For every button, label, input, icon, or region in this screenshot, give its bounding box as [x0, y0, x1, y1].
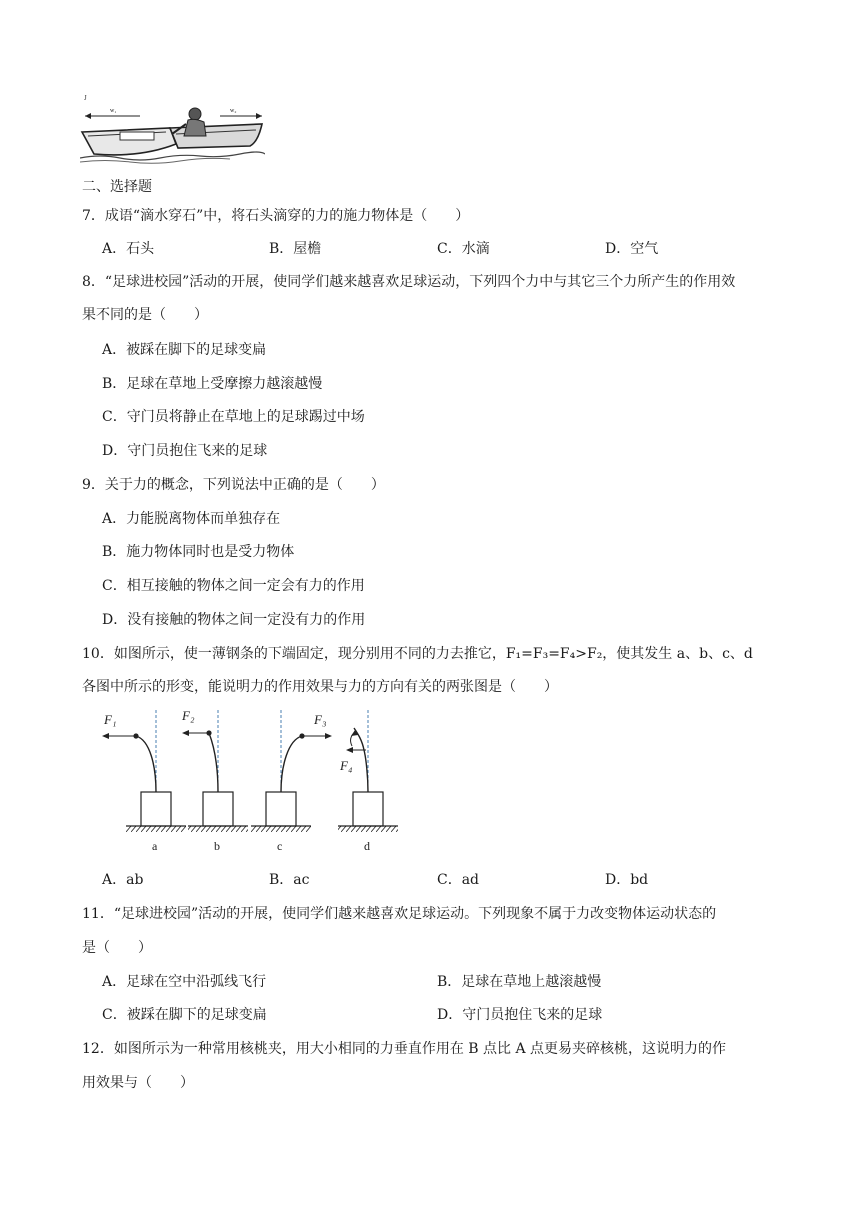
q8-option-a[interactable]: A．被踩在脚下的足球变扁: [102, 342, 267, 358]
panel-b: [181, 708, 248, 853]
q7-options: [0, 238, 860, 258]
q10-option-d[interactable]: D．bd: [605, 872, 649, 888]
q7-option-a[interactable]: A．石头: [102, 241, 155, 257]
q12-stem-line2: 用效果与（ ）: [82, 1075, 194, 1091]
boat-figure: [80, 92, 265, 164]
q11-options-row1: [0, 971, 860, 991]
panel-a: [102, 710, 186, 853]
q8-option-d[interactable]: D．守门员抱住飞来的足球: [102, 443, 268, 459]
q9-option-d[interactable]: D．没有接触的物体之间一定没有力的作用: [102, 612, 366, 628]
q12-stem-line1: 12．如图所示为一种常用核桃夹，用大小相同的力垂直作用在 B 点比 A 点更易夹碎核桃，这说明力的作: [82, 1041, 727, 1057]
q9-stem: 9．关于力的概念，下列说法中正确的是（ ）: [82, 477, 385, 493]
panel-label-a: a: [152, 839, 158, 853]
q7-option-b[interactable]: B．屋檐: [269, 241, 322, 257]
q10-option-c[interactable]: C．ad: [437, 872, 480, 888]
q9-option-a[interactable]: A．力能脱离物体而单独存在: [102, 511, 281, 527]
force-label-f1: F₁: [104, 712, 117, 727]
q9-option-b[interactable]: B．施力物体同时也是受力物体: [102, 544, 295, 560]
q8-option-c[interactable]: C．守门员将静止在草地上的足球踢过中场: [102, 409, 365, 425]
q7-option-d[interactable]: D．空气: [605, 241, 659, 257]
q8-stem-line2: 果不同的是（ ）: [82, 307, 208, 323]
q11-stem-line2: 是（ ）: [82, 940, 152, 956]
q9-option-c[interactable]: C．相互接触的物体之间一定会有力的作用: [102, 578, 365, 594]
steel-strip-figure: [96, 706, 416, 856]
force-label-f2: F₂: [182, 708, 195, 723]
arrow-label-left: w₁: [110, 108, 117, 114]
q7-stem: 7．成语“滴水穿石”中，将石头滴穿的力的施力物体是（ ）: [82, 208, 470, 224]
panel-label-c: c: [277, 839, 283, 853]
panel-label-b: b: [214, 839, 220, 853]
q10-option-b[interactable]: B．ac: [269, 872, 310, 888]
panel-d: [338, 710, 398, 853]
arrow-label-right: w₂: [230, 108, 237, 114]
q11-option-b[interactable]: B．足球在草地上越滚越慢: [437, 974, 602, 990]
panel-label-d: d: [364, 839, 370, 853]
q10-stem-line2: 各图中所示的形变，能说明力的作用效果与力的方向有关的两张图是（ ）: [82, 679, 558, 695]
q11-options-row2: [0, 1004, 860, 1024]
q7-option-c[interactable]: C．水滴: [437, 241, 490, 257]
q10-option-a[interactable]: A．ab: [102, 872, 144, 888]
q8-stem-line1: 8．“足球进校园”活动的开展，使同学们越来越喜欢足球运动，下列四个力中与其它三个力所产生的作用效: [82, 274, 736, 290]
force-label-f3: F₃: [314, 712, 327, 727]
q10-options: [0, 869, 860, 889]
q11-stem-line1: 11．“足球进校园”活动的开展，使同学们越来越喜欢足球运动。下列现象不属于力改变物体运动状态的: [82, 906, 717, 922]
q11-option-a[interactable]: A．足球在空中沿弧线飞行: [102, 974, 267, 990]
figure-mark: J: [84, 94, 87, 102]
panel-c: [251, 710, 332, 853]
q10-stem-line1: 10．如图所示，使一薄钢条的下端固定，现分别用不同的力去推它，F₁=F₃=F₄>F₂，使其发生 a、b、c、d: [82, 646, 753, 662]
q11-option-c[interactable]: C．被踩在脚下的足球变扁: [102, 1007, 267, 1023]
q11-option-d[interactable]: D．守门员抱住飞来的足球: [437, 1007, 603, 1023]
section-title: 二、选择题: [82, 179, 152, 195]
q8-option-b[interactable]: B．足球在草地上受摩擦力越滚越慢: [102, 376, 323, 392]
force-label-f4: F₄: [340, 758, 353, 773]
